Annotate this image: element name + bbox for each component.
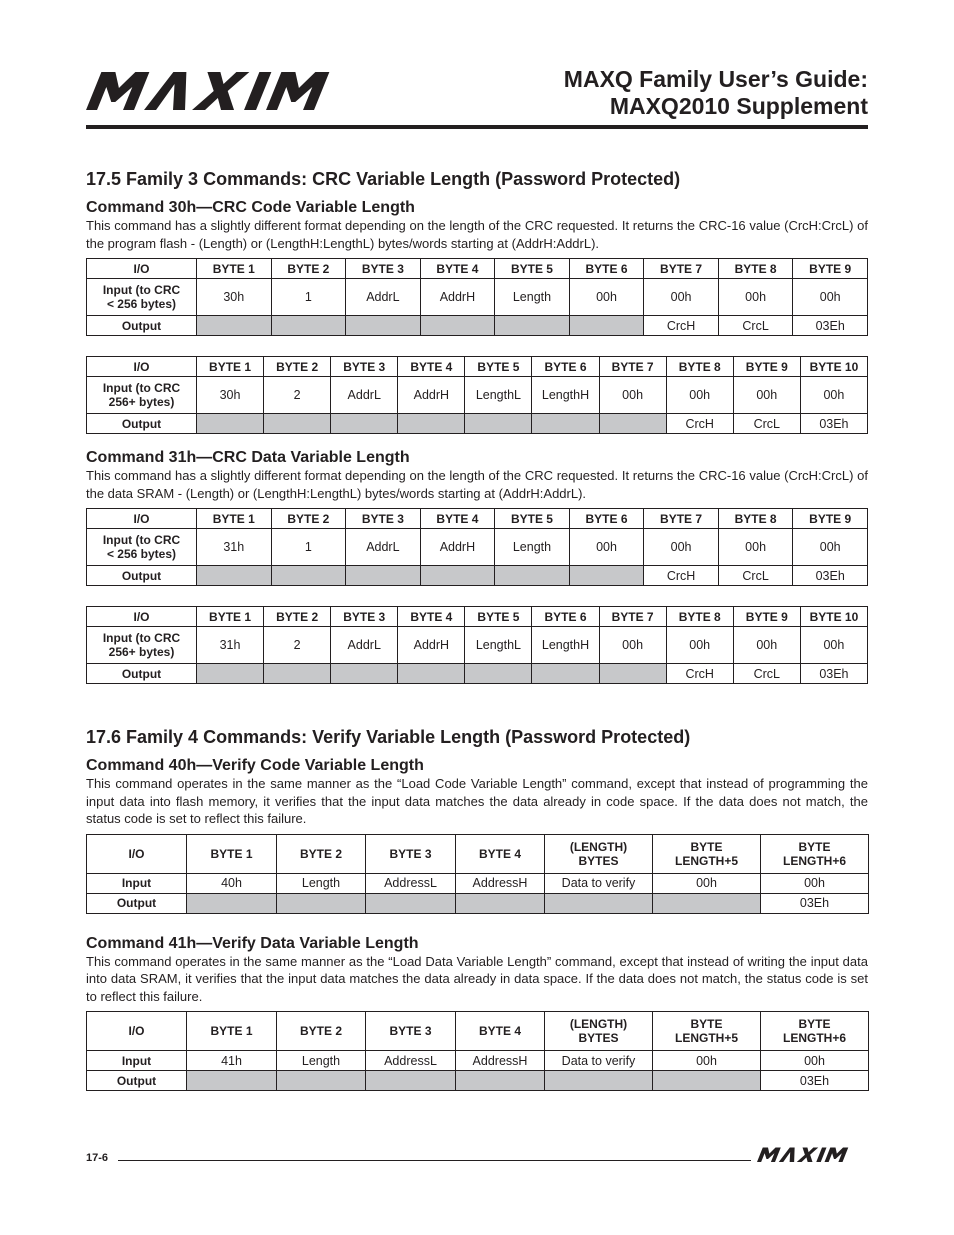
shaded-cell [277,893,366,913]
table-cell: 00h [800,377,867,414]
cmd31-description: This command has a slightly different format depending on the length of the CRC requested. It returns the CRC-16 value (CrcH:CrcL) of the data SRAM - (Length) or (LengthH:LengthL) bytes/words starting at (AddrH:AddrL). [86,468,868,501]
shaded-cell [398,414,465,434]
cmd30-table-under-256 [86,258,868,336]
shaded-cell [456,893,545,913]
header-cell: BYTE 4 [420,259,495,279]
document-title-line1: MAXQ Family User’s Guide: [563,66,868,92]
header-cell: BYTE 3 [366,834,456,873]
header-cell: BYTE 7 [644,509,719,529]
table-cell: 00h [599,377,666,414]
header-cell: BYTE 5 [465,607,532,627]
shaded-cell [197,414,264,434]
header-cell: BYTE LENGTH+6 [761,1012,869,1051]
table-cell: Length [495,529,570,566]
table-row-output [87,893,869,913]
table-header-row [87,259,868,279]
row-label-input: Input (to CRC 256+ bytes) [87,627,197,664]
table-cell: 00h [761,1051,869,1071]
shaded-cell [599,414,666,434]
shaded-cell [277,1071,366,1091]
table-row-input [87,279,868,316]
shaded-cell [366,893,456,913]
table-cell: 03Eh [800,414,867,434]
table-cell: 1 [271,529,346,566]
header-cell: (LENGTH) BYTES [545,834,653,873]
table-cell: CrcL [733,414,800,434]
row-label-input: Input (to CRC < 256 bytes) [87,529,197,566]
header-cell: BYTE 1 [187,834,277,873]
table-cell: 00h [569,279,644,316]
table-cell: 00h [569,529,644,566]
row-label-output: Output [87,316,197,336]
header-cell: BYTE 3 [366,1012,456,1051]
row-label-output: Output [87,414,197,434]
header-cell: BYTE 5 [495,509,570,529]
cmd40-description: This command operates in the same manner as the “Load Code Variable Length” command, except that instead of programming the input data into flash memory, it verifies that the input data matches the data already in code space. If the data does not match, the status code is set to reflect this failure. [86,776,868,826]
header-cell: BYTE 4 [398,607,465,627]
table-cell: AddrL [346,279,421,316]
table-cell: CrcH [644,316,719,336]
header-cell: BYTE 6 [569,259,644,279]
cmd41-title: Command 41h—Verify Data Variable Length [86,934,419,952]
header-cell: BYTE 1 [187,1012,277,1051]
header-cell: BYTE 9 [733,357,800,377]
header-cell: BYTE 9 [793,259,868,279]
table-cell: AddrL [346,529,421,566]
header-cell: BYTE 10 [800,357,867,377]
table-cell: 00h [793,279,868,316]
table-cell: 03Eh [800,664,867,684]
shaded-cell [420,566,495,586]
table-cell: AddrL [331,627,398,664]
header-cell: BYTE LENGTH+5 [653,1012,761,1051]
table-row-output [87,316,868,336]
section-17-5-title: 17.5 Family 3 Commands: CRC Variable Length (Password Protected) [86,169,681,189]
shaded-cell [653,1071,761,1091]
header-cell: BYTE 1 [197,607,264,627]
shaded-cell [398,664,465,684]
header-cell: BYTE 7 [599,357,666,377]
table-cell: Data to verify [545,1051,653,1071]
page-content [86,166,868,1091]
table-cell: 00h [666,377,733,414]
table-cell: Data to verify [545,873,653,893]
shaded-cell [331,414,398,434]
header-cell: BYTE 6 [532,607,599,627]
cmd40-title: Command 40h—Verify Code Variable Length [86,757,424,774]
shaded-cell [366,1071,456,1091]
table-cell: AddressH [456,1051,545,1071]
shaded-cell [495,566,570,586]
table-cell: LengthH [532,627,599,664]
row-label-output: Output [87,893,187,913]
table-cell: AddrH [398,377,465,414]
header-cell: BYTE 2 [277,834,366,873]
table-cell: AddrL [331,377,398,414]
shaded-cell [197,566,272,586]
header-cell: BYTE LENGTH+5 [653,834,761,873]
cmd30-description: This command has a slightly different format depending on the length of the CRC requested. It returns the CRC-16 value (CrcH:CrcL) of the program flash - (Length) or (LengthH:LengthL) bytes/words starting at (AddrH:AddrL). [86,218,868,251]
maxim-footer-logo [757,1146,868,1162]
header-cell: BYTE 3 [331,607,398,627]
header-cell: BYTE 6 [532,357,599,377]
shaded-cell [346,316,421,336]
shaded-cell [346,566,421,586]
table-cell: 00h [644,529,719,566]
header-cell: BYTE 6 [569,509,644,529]
table-row-input [87,377,868,414]
shaded-cell [264,664,331,684]
header-cell: BYTE 8 [666,607,733,627]
table-cell: AddressL [366,1051,456,1071]
shaded-cell [599,664,666,684]
cmd41-table [86,1011,869,1091]
header-cell: (LENGTH) BYTES [545,1012,653,1051]
header-cell: BYTE 2 [264,357,331,377]
table-cell: 00h [793,529,868,566]
header-rule [86,125,868,129]
table-row-input [87,529,868,566]
header-cell: BYTE 5 [465,357,532,377]
header-cell: BYTE 1 [197,357,264,377]
shaded-cell [187,893,277,913]
table-cell: 03Eh [761,1071,869,1091]
header-cell: BYTE 8 [666,357,733,377]
row-label-input: Input (to CRC 256+ bytes) [87,377,197,414]
row-label-output: Output [87,566,197,586]
table-cell: 1 [271,279,346,316]
table-cell: 41h [187,1051,277,1071]
table-cell: 2 [264,377,331,414]
shaded-cell [197,664,264,684]
header-cell: I/O [87,259,197,279]
header-cell: BYTE 3 [346,509,421,529]
table-cell: 00h [733,627,800,664]
table-cell: 03Eh [793,566,868,586]
header-cell: BYTE 3 [346,259,421,279]
footer-rule [118,1160,751,1161]
header-cell: BYTE 7 [599,607,666,627]
table-cell: 00h [666,627,733,664]
header-cell: BYTE 7 [644,259,719,279]
table-cell: 31h [197,627,264,664]
table-cell: LengthL [465,627,532,664]
shaded-cell [545,893,653,913]
cmd31-table-under-256 [86,508,868,586]
row-label-input: Input [87,1051,187,1071]
table-cell: 00h [733,377,800,414]
cmd31-title: Command 31h—CRC Data Variable Length [86,449,410,466]
maxim-logo [86,68,382,110]
table-header-row [87,357,868,377]
cmd30-title: Command 30h—CRC Code Variable Length [86,199,415,216]
table-header-row [87,509,868,529]
table-row-output [87,664,868,684]
header-cell: BYTE 2 [264,607,331,627]
header-cell: BYTE 2 [271,259,346,279]
table-cell: CrcL [733,664,800,684]
table-row-output [87,414,868,434]
table-cell: 2 [264,627,331,664]
document-title [564,66,868,120]
shaded-cell [197,316,272,336]
table-cell: 00h [718,279,793,316]
header-cell: BYTE 8 [718,509,793,529]
shaded-cell [420,316,495,336]
shaded-cell [465,664,532,684]
header-cell: I/O [87,357,197,377]
section-17-6-title: 17.6 Family 4 Commands: Verify Variable Length (Password Protected) [86,727,691,747]
header-cell: BYTE 4 [398,357,465,377]
table-cell: LengthL [465,377,532,414]
header-cell: BYTE 1 [197,509,272,529]
shaded-cell [264,414,331,434]
table-cell: 03Eh [761,893,869,913]
table-cell: 30h [197,377,264,414]
shaded-cell [495,316,570,336]
shaded-cell [532,664,599,684]
table-cell: AddrH [420,279,495,316]
header-cell: BYTE 9 [733,607,800,627]
table-row-output [87,1071,869,1091]
table-cell: 00h [599,627,666,664]
table-cell: 00h [644,279,719,316]
row-label-output: Output [87,664,197,684]
header-cell: I/O [87,1012,187,1051]
table-row-output [87,566,868,586]
row-label-output: Output [87,1071,187,1091]
cmd40-table [86,834,869,914]
table-cell: CrcH [666,414,733,434]
header-cell: BYTE 4 [420,509,495,529]
shaded-cell [271,566,346,586]
row-label-input: Input (to CRC < 256 bytes) [87,279,197,316]
shaded-cell [331,664,398,684]
table-header-row [87,1012,869,1051]
header-cell: BYTE 4 [456,1012,545,1051]
table-row-input [87,627,868,664]
shaded-cell [569,316,644,336]
document-title-line2: MAXQ2010 Supplement [609,93,868,119]
header-cell: I/O [87,607,197,627]
shaded-cell [532,414,599,434]
table-row-input [87,873,869,893]
header-cell: BYTE 5 [495,259,570,279]
header-cell: BYTE 3 [331,357,398,377]
shaded-cell [456,1071,545,1091]
row-label-input: Input [87,873,187,893]
header-cell: BYTE 1 [197,259,272,279]
table-header-row [87,607,868,627]
shaded-cell [569,566,644,586]
header-cell: BYTE 2 [277,1012,366,1051]
cmd41-description: This command operates in the same manner as the “Load Data Variable Length” command, except that instead of writing the input data into data SRAM, it verifies that the input data matches the data already in data space. If the data does not match, the status code is set to reflect this failure. [86,953,868,1004]
header-cell: I/O [87,834,187,873]
table-cell: 00h [653,1051,761,1071]
table-cell: AddressH [456,873,545,893]
shaded-cell [545,1071,653,1091]
table-cell: CrcL [718,316,793,336]
table-cell: 00h [653,873,761,893]
header-cell: BYTE LENGTH+6 [761,834,869,873]
table-cell: Length [277,1051,366,1071]
table-cell: CrcH [666,664,733,684]
table-cell: 03Eh [793,316,868,336]
table-cell: Length [495,279,570,316]
table-cell: 00h [761,873,869,893]
table-cell: 00h [718,529,793,566]
header-cell: I/O [87,509,197,529]
table-row-input [87,1051,869,1071]
table-cell: AddrH [420,529,495,566]
table-header-row [87,834,869,873]
table-cell: LengthH [532,377,599,414]
table-cell: Length [277,873,366,893]
table-cell: 30h [197,279,272,316]
table-cell: CrcL [718,566,793,586]
table-cell: 40h [187,873,277,893]
shaded-cell [653,893,761,913]
table-cell: 00h [800,627,867,664]
table-cell: CrcH [644,566,719,586]
cmd30-table-256-plus [86,356,868,434]
header-cell: BYTE 8 [718,259,793,279]
table-cell: AddressL [366,873,456,893]
header-cell: BYTE 10 [800,607,867,627]
shaded-cell [187,1071,277,1091]
header-cell: BYTE 2 [271,509,346,529]
cmd31-table-256-plus [86,606,868,684]
header-cell: BYTE 9 [793,509,868,529]
page-number: 17-6 [86,1152,109,1164]
shaded-cell [465,414,532,434]
table-cell: 31h [197,529,272,566]
header-cell: BYTE 4 [456,834,545,873]
table-cell: AddrH [398,627,465,664]
shaded-cell [271,316,346,336]
